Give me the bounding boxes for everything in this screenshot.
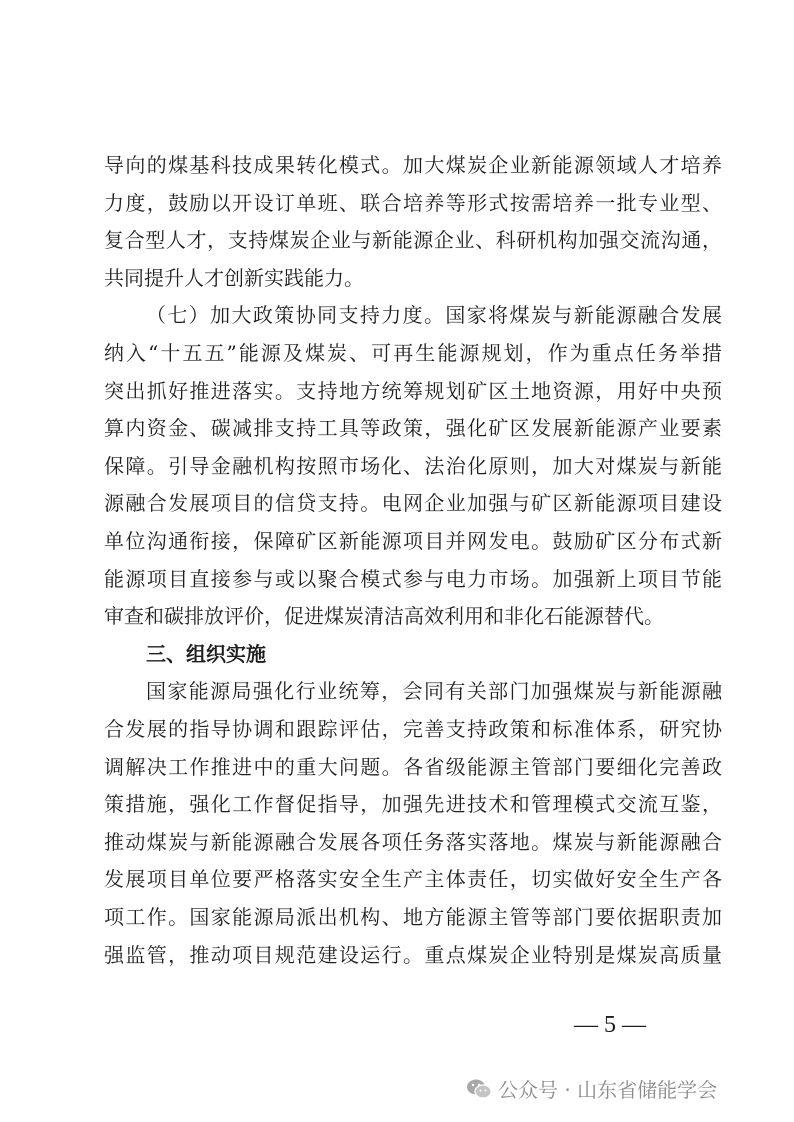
text-line: 算内资金、碳减排支持工具等政策，强化矿区发展新能源产业要素 [104, 416, 722, 441]
text-line: 纳入“十五五”能源及煤炭、可再生能源规划，作为重点任务举措 [104, 341, 722, 365]
text-line: （七）加大政策协同支持力度。国家将煤炭与新能源融合发展 [146, 303, 722, 328]
text-line: 调解决工作推进中的重大问题。各省级能源主管部门要细化完善政 [104, 754, 722, 779]
text-line: 保障。引导金融机构按照市场化、法治化原则，加大对煤炭与新能 [104, 453, 722, 478]
text-line: 国家能源局强化行业统筹，会同有关部门加强煤炭与新能源融 [146, 679, 722, 704]
text-line: 能源项目直接参与或以聚合模式参与电力市场。加强新上项目节能 [104, 566, 722, 591]
text-line: 复合型人才，支持煤炭企业与新能源企业、科研机构加强交流沟通， [104, 228, 722, 253]
text-line: 合发展的指导协调和跟踪评估，完善支持政策和标准体系，研究协 [104, 717, 722, 741]
text-line: 力度，鼓励以开设订单班、联合培养等形式按需培养一批专业型、 [104, 190, 722, 215]
watermark-text: 公众号 · 山东省储能学会 [498, 1078, 718, 1102]
text-line: 突出抓好推进落实。支持地方统筹规划矿区土地资源，用好中央预 [104, 378, 722, 403]
wechat-icon [466, 1078, 492, 1100]
page-number: — 5 — [574, 1012, 646, 1038]
text-line: 项工作。国家能源局派出机构、地方能源主管等部门要依据职责加 [104, 905, 722, 929]
text-line: 审查和碳排放评价，促进煤炭清洁高效利用和非化石能源替代。 [104, 604, 664, 629]
text-line: 强监管，推动项目规范建设运行。重点煤炭企业特别是煤炭高质量 [104, 942, 722, 967]
text-line: 推动煤炭与新能源融合发展各项任务落实落地。煤炭与新能源融合 [104, 829, 722, 854]
text-line: 单位沟通衔接，保障矿区新能源项目并网发电。鼓励矿区分布式新 [104, 529, 722, 553]
text-line: 源融合发展项目的信贷支持。电网企业加强与矿区新能源项目建设 [104, 491, 722, 516]
text-line: 策措施，强化工作督促指导，加强先进技术和管理模式交流互鉴， [104, 792, 722, 817]
text-line: 发展项目单位要严格落实安全生产主体责任，切实做好安全生产各 [104, 867, 722, 892]
watermark [466, 1074, 717, 1103]
section-heading: 三、组织实施 [146, 641, 266, 666]
text-line: 共同提升人才创新实践能力。 [104, 265, 364, 290]
text-line: 导向的煤基科技成果转化模式。加大煤炭企业新能源领域人才培养 [104, 153, 722, 177]
